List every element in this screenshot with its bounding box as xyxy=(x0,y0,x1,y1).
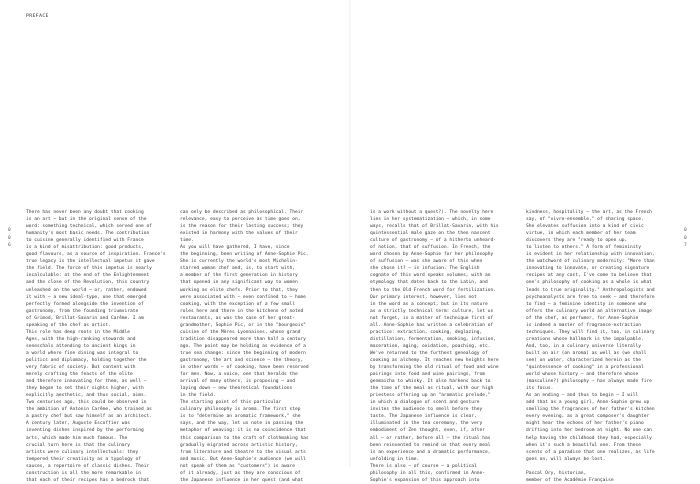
text-line: artists were culinary intellectuals: they xyxy=(26,449,139,455)
text-line: invites the audience to smell before they xyxy=(370,407,483,413)
text-line: cognate of this word speaks volumes, with an xyxy=(370,273,491,279)
text-line: is a kind of misattribution: good products, xyxy=(26,245,144,251)
text-line: help having the childhood they had, especially xyxy=(526,435,652,441)
text-line: Ages, with the high-ranking stewards and xyxy=(26,336,136,342)
text-line: psychoanalysts are free to seek – and therefore xyxy=(526,294,655,300)
text-line: speaking of the chef as artist. xyxy=(26,322,111,328)
text-line: world whose history – and therefore whose xyxy=(526,372,639,378)
text-line: seneschals attending to ancient kings in xyxy=(26,343,136,349)
text-line: politics and diplomacy, holding together the xyxy=(26,357,147,363)
text-line: etymology that dates back to the Latin, and xyxy=(370,280,488,286)
text-line: tempered their creativity as a typology of xyxy=(26,456,141,462)
text-line: and the close of the Revolution, this country xyxy=(26,280,150,286)
text-line: that opened in any significant way to women xyxy=(180,280,298,286)
text-line: arrival of many others, is proposing – and xyxy=(180,379,295,385)
text-line: then to the Old French word for fertilization. xyxy=(370,287,496,293)
text-line: in the field. xyxy=(180,393,216,399)
folio-digit: 6 xyxy=(8,243,11,249)
text-line: offers the culinary world an alternative image xyxy=(526,308,652,314)
text-line: the beginning, been writing of Anne-Sophie Pic. xyxy=(180,252,309,258)
text-line: is indeed a master of fragrance-extraction xyxy=(526,322,641,328)
text-line: And, too, in a culinary universe literally xyxy=(526,343,641,349)
text-line: is a work without a quest?). The novelty here xyxy=(370,210,494,215)
text-line: in which a dialogue of scent and gesture xyxy=(370,400,480,406)
text-line: in other words – of cooking, have been reserved xyxy=(180,365,309,371)
running-header: PREFACE xyxy=(26,14,49,19)
text-line: a pastry chef but saw himself as an architect. xyxy=(26,414,152,420)
text-line: We've returned to the furthest genealogy of xyxy=(370,350,488,356)
text-line: the ambition of Antonin Carême, who trained as xyxy=(26,407,152,413)
folio-right xyxy=(684,227,687,250)
text-line: word: something technical, which served one of xyxy=(26,224,152,230)
text-line: of it already, just as they are conscious of xyxy=(180,470,301,476)
text-line: cuisine of the Mères Lyonnaises, whose grand xyxy=(180,329,301,335)
text-column-4 xyxy=(526,209,682,484)
text-line: creations whose hallmark is the impalpable. xyxy=(526,336,644,342)
text-column-3 xyxy=(370,209,526,484)
text-line: relevance, easy to perceive as time goes on, xyxy=(180,217,301,223)
text-line: not forget, is a matter of technique first of xyxy=(370,315,494,321)
text-line: discovers they are "ready to open up, xyxy=(526,238,628,244)
text-line: culinary philosophy is aroma. The first step xyxy=(180,407,301,413)
text-line: from literature and theatre to the visual arts xyxy=(180,449,306,455)
text-line: all. Anne-Sophie has written a celebration of xyxy=(370,322,494,328)
text-line: She elevates suffusion into a kind of civic xyxy=(526,224,644,230)
text-line: smelling the fragrances of her father's kitchen xyxy=(526,407,655,413)
text-line: in the word as a concept, but in its nature xyxy=(370,301,488,307)
text-line: time. xyxy=(180,238,194,244)
text-line: to listen to others." A form of femininity xyxy=(526,245,641,251)
text-line: There is also – of course – a political xyxy=(370,463,477,469)
text-line: were associated with – even confined to – home xyxy=(180,294,306,300)
text-line: cooking as alchemy. It reaches new heights here xyxy=(370,357,499,363)
text-line: maceration, aging, oxidation, poaching, etc. xyxy=(370,343,491,349)
text-line: very fabric of society. But content with xyxy=(26,365,136,371)
text-line: kindness, hospitality – the art, as the French xyxy=(526,210,652,215)
text-line: existed in harmony with the values of their xyxy=(180,231,298,237)
text-line: is evident in her relationship with innovation, xyxy=(526,252,655,258)
text-line: the field. The force of this impetus is nearly xyxy=(26,266,152,272)
text-column-2 xyxy=(180,209,336,484)
text-line: true legacy is the intellectual impetus it gave xyxy=(26,259,155,265)
text-line: explicitly aesthetic, and thus social, aims. xyxy=(26,393,147,399)
text-line: she chose it? – is infusion. The English xyxy=(370,266,480,272)
text-line: taste. The Japanese influence is clear, xyxy=(370,414,477,420)
text-line: to cuisine generally identified with France xyxy=(26,238,144,244)
text-line: As you will have gathered, I have, since xyxy=(180,245,290,251)
text-line: of the chef, as perfumer, for Anne-Sophie xyxy=(526,315,639,321)
text-line: Pascal Ory, historian, xyxy=(526,470,587,476)
text-line: leads to true originality." Anthropologists and xyxy=(526,287,655,293)
text-line: virtue, in which each member of her team xyxy=(526,231,636,237)
text-line: innovating to innovate, or creating signature xyxy=(526,266,650,272)
text-line: There has never been any doubt that cooking xyxy=(26,210,144,215)
text-line: to find – a feminine identity in someone who xyxy=(526,301,647,307)
text-line: one's philosophy of cooking as a whole is what xyxy=(526,280,652,286)
text-line: that each of their recipes has a bedrock that xyxy=(26,477,150,483)
text-line: illuminated in the tea ceremony, the very xyxy=(370,421,483,427)
text-line: grandmother, Sophie Pic, or in the "bourgeois" xyxy=(180,322,306,328)
folio-digit: 7 xyxy=(684,243,687,249)
text-line: distillation, fermentation, smoking, infusion, xyxy=(370,336,496,342)
text-line: (masculine?) philosophy – has always made fire xyxy=(526,379,652,385)
text-line: of Grimod, Brillat-Savarin and Carême. I am xyxy=(26,315,144,321)
text-line: priestess offering up an "aromatic prelude," xyxy=(370,393,491,399)
text-line: restaurants, as was the case of her great- xyxy=(180,315,295,321)
text-line: might hear the echoes of her father's piano xyxy=(526,421,644,427)
folio-digit: 0 xyxy=(8,228,11,233)
text-line: sauces, a repertoire of classic dishes. Their xyxy=(26,463,150,469)
folio-digit: 0 xyxy=(8,235,11,241)
text-line: Two centuries ago, this could be observed in xyxy=(26,400,147,406)
text-line: is an art – but in the original sense of the xyxy=(26,217,147,223)
text-line: gastronomy, the art and science – the theory, xyxy=(180,357,304,363)
text-line: She is currently the world's most Michelin- xyxy=(180,259,298,265)
text-line xyxy=(526,463,682,470)
text-line: see) on water, characterized herein as the xyxy=(526,357,641,363)
text-line: is the reason for their lasting success; they xyxy=(180,224,304,230)
text-column-1 xyxy=(26,209,182,484)
folio-left xyxy=(8,227,11,250)
text-line: techniques. They will find it, too, in culinary xyxy=(526,329,655,335)
text-line: pairings into food and wine pairings, from xyxy=(370,372,485,378)
text-line: is to "determine an aromatic framework," she xyxy=(180,414,301,420)
text-line: The starting point of this particular xyxy=(180,400,282,406)
text-line: by transforming the old ritual of food and wine xyxy=(370,365,499,371)
text-line: philosophy in all this, confirmed in Anne- xyxy=(370,470,485,476)
text-line: unleashed on the world – or, rather, endowed xyxy=(26,287,147,293)
text-line: add that as a young girl, Anne-Sophie grew up xyxy=(526,400,650,406)
text-line: is an experience and a dramatic performance, xyxy=(370,449,491,455)
text-line: perfectly formed alongside the invention of xyxy=(26,301,144,307)
text-line: inventing dishes inspired by the performing xyxy=(26,428,144,434)
text-line: its focus. xyxy=(526,386,554,392)
text-line: genmaicha to whisky. It also harkens back to xyxy=(370,379,491,385)
text-line: scents of a paradise that one realizes, as life xyxy=(526,449,655,455)
text-line: member of the Académie Française xyxy=(526,477,614,483)
text-line: humanity's most basic needs. The contribution xyxy=(26,231,150,237)
text-line: it with – a new ideal-type, one that emerged xyxy=(26,294,147,300)
folio-digit: 0 xyxy=(684,228,687,233)
text-line: says, and the way, let us note in passing the xyxy=(180,421,304,427)
text-line: tradition disappeared more than half a century xyxy=(180,336,306,342)
text-line: recipes at any cost, I've come to believe that xyxy=(526,273,652,279)
text-line: can only be described as philosophical. Their xyxy=(180,210,304,215)
text-line: merely crafting the feasts of the elite xyxy=(26,372,133,378)
text-line: ways, recalls that of Brillat-Savarin, with his xyxy=(370,224,499,230)
text-line: practice: extraction, cooking, deglazing, xyxy=(370,329,483,335)
text-line: A century later, Auguste Escoffier was xyxy=(26,421,131,427)
text-line: lies in her systematization – which, in some xyxy=(370,217,491,223)
text-line: and music. But Anne-Sophie's audience (we will xyxy=(180,456,306,462)
text-line: working as elite chefs. Prior to that, they xyxy=(180,287,298,293)
text-line: a world where fine dining was integral to xyxy=(26,350,139,356)
text-line: for men. Now, a voice, one that heralds the xyxy=(180,372,298,378)
text-line: construction is all the more remarkable in xyxy=(26,470,141,476)
text-line: good flavours, as a source of inspiration. France's xyxy=(26,252,166,258)
text-line: crucial turn here is that the culinary xyxy=(26,442,131,448)
text-line: gradually migrated across artistic history, xyxy=(180,442,298,448)
text-line: cooking, with the exception of a few small xyxy=(180,301,295,307)
text-line: of suffusion – was she aware of this when xyxy=(370,259,483,265)
text-line: Our primary interest, however, lies not xyxy=(370,294,477,300)
text-line: as a strictly technical term: culture, let us xyxy=(370,308,494,314)
text-line: they began to set their sights higher, with xyxy=(26,386,144,392)
text-line: culture of gastronomy – of a hitherto unheard- xyxy=(370,238,496,244)
text-line: embodiment of Zen thought, even, if, after xyxy=(370,428,485,434)
text-line: ago. The point may be holding as evidence of a xyxy=(180,343,306,349)
text-line: when it's such a beautiful one. From these xyxy=(526,442,641,448)
text-line: all – or rather, before all – the ritual has xyxy=(370,435,491,441)
text-line: the time of the meal as ritual, with our high xyxy=(370,386,494,392)
text-line: "quintessence of cooking" in a professional xyxy=(526,365,644,371)
text-line: true sea change: since the beginning of modern xyxy=(180,350,306,356)
text-line: of notion, that of suffusion. In French, the xyxy=(370,245,491,251)
text-line: gastronomy, from the founding triumvirate xyxy=(26,308,139,314)
text-line: metaphor of weaving: it is no coincidence that xyxy=(180,428,306,434)
text-line: laying down – new theoretical foundations xyxy=(180,386,293,392)
text-line: every evening, as a great composer's daughter xyxy=(526,414,650,420)
text-line: incalculable: at the end of the Enlightenment xyxy=(26,273,150,279)
text-line: roles here and there in the kitchens of noted xyxy=(180,308,304,314)
text-line: a member of the first generation in history xyxy=(180,273,298,279)
text-line: and therefore innovating for them, as well – xyxy=(26,379,147,385)
text-line: starred woman chef and, is, to start with, xyxy=(180,266,295,272)
text-line: As an ending – and thus to begin – I will xyxy=(526,393,639,399)
text-line: drifting into her bedroom at night. No one can xyxy=(526,428,652,434)
text-line: say, of "vivre-ensemble," of sharing space. xyxy=(526,217,644,223)
text-line: goes on, will always be lost. xyxy=(526,456,606,462)
text-line: this comparison to the craft of clothmaking has xyxy=(180,435,309,441)
text-line: Sophie's expansion of this approach into xyxy=(370,477,480,483)
text-line: This role has deep roots in the Middle xyxy=(26,329,131,335)
text-line: arts, which made him much famous. The xyxy=(26,435,128,441)
text-line: word chosen by Anne-Sophie for her philosophy xyxy=(370,252,494,258)
text-line: quintessential male gaze on the then nascent xyxy=(370,231,491,237)
folio-digit: 0 xyxy=(684,235,687,241)
text-line: been reinvented to remind us that every meal xyxy=(370,442,491,448)
text-line: not speak of them as "customers") is aware xyxy=(180,463,295,469)
text-line: unfolding in time. xyxy=(370,456,420,462)
text-line: the watchword of culinary modernity: "More than xyxy=(526,259,655,265)
book-gutter xyxy=(349,0,351,467)
text-line: built on air (on aroma) as well as (we shall xyxy=(526,350,647,356)
text-line: the Japanese influence in her quest (and what xyxy=(180,477,304,483)
